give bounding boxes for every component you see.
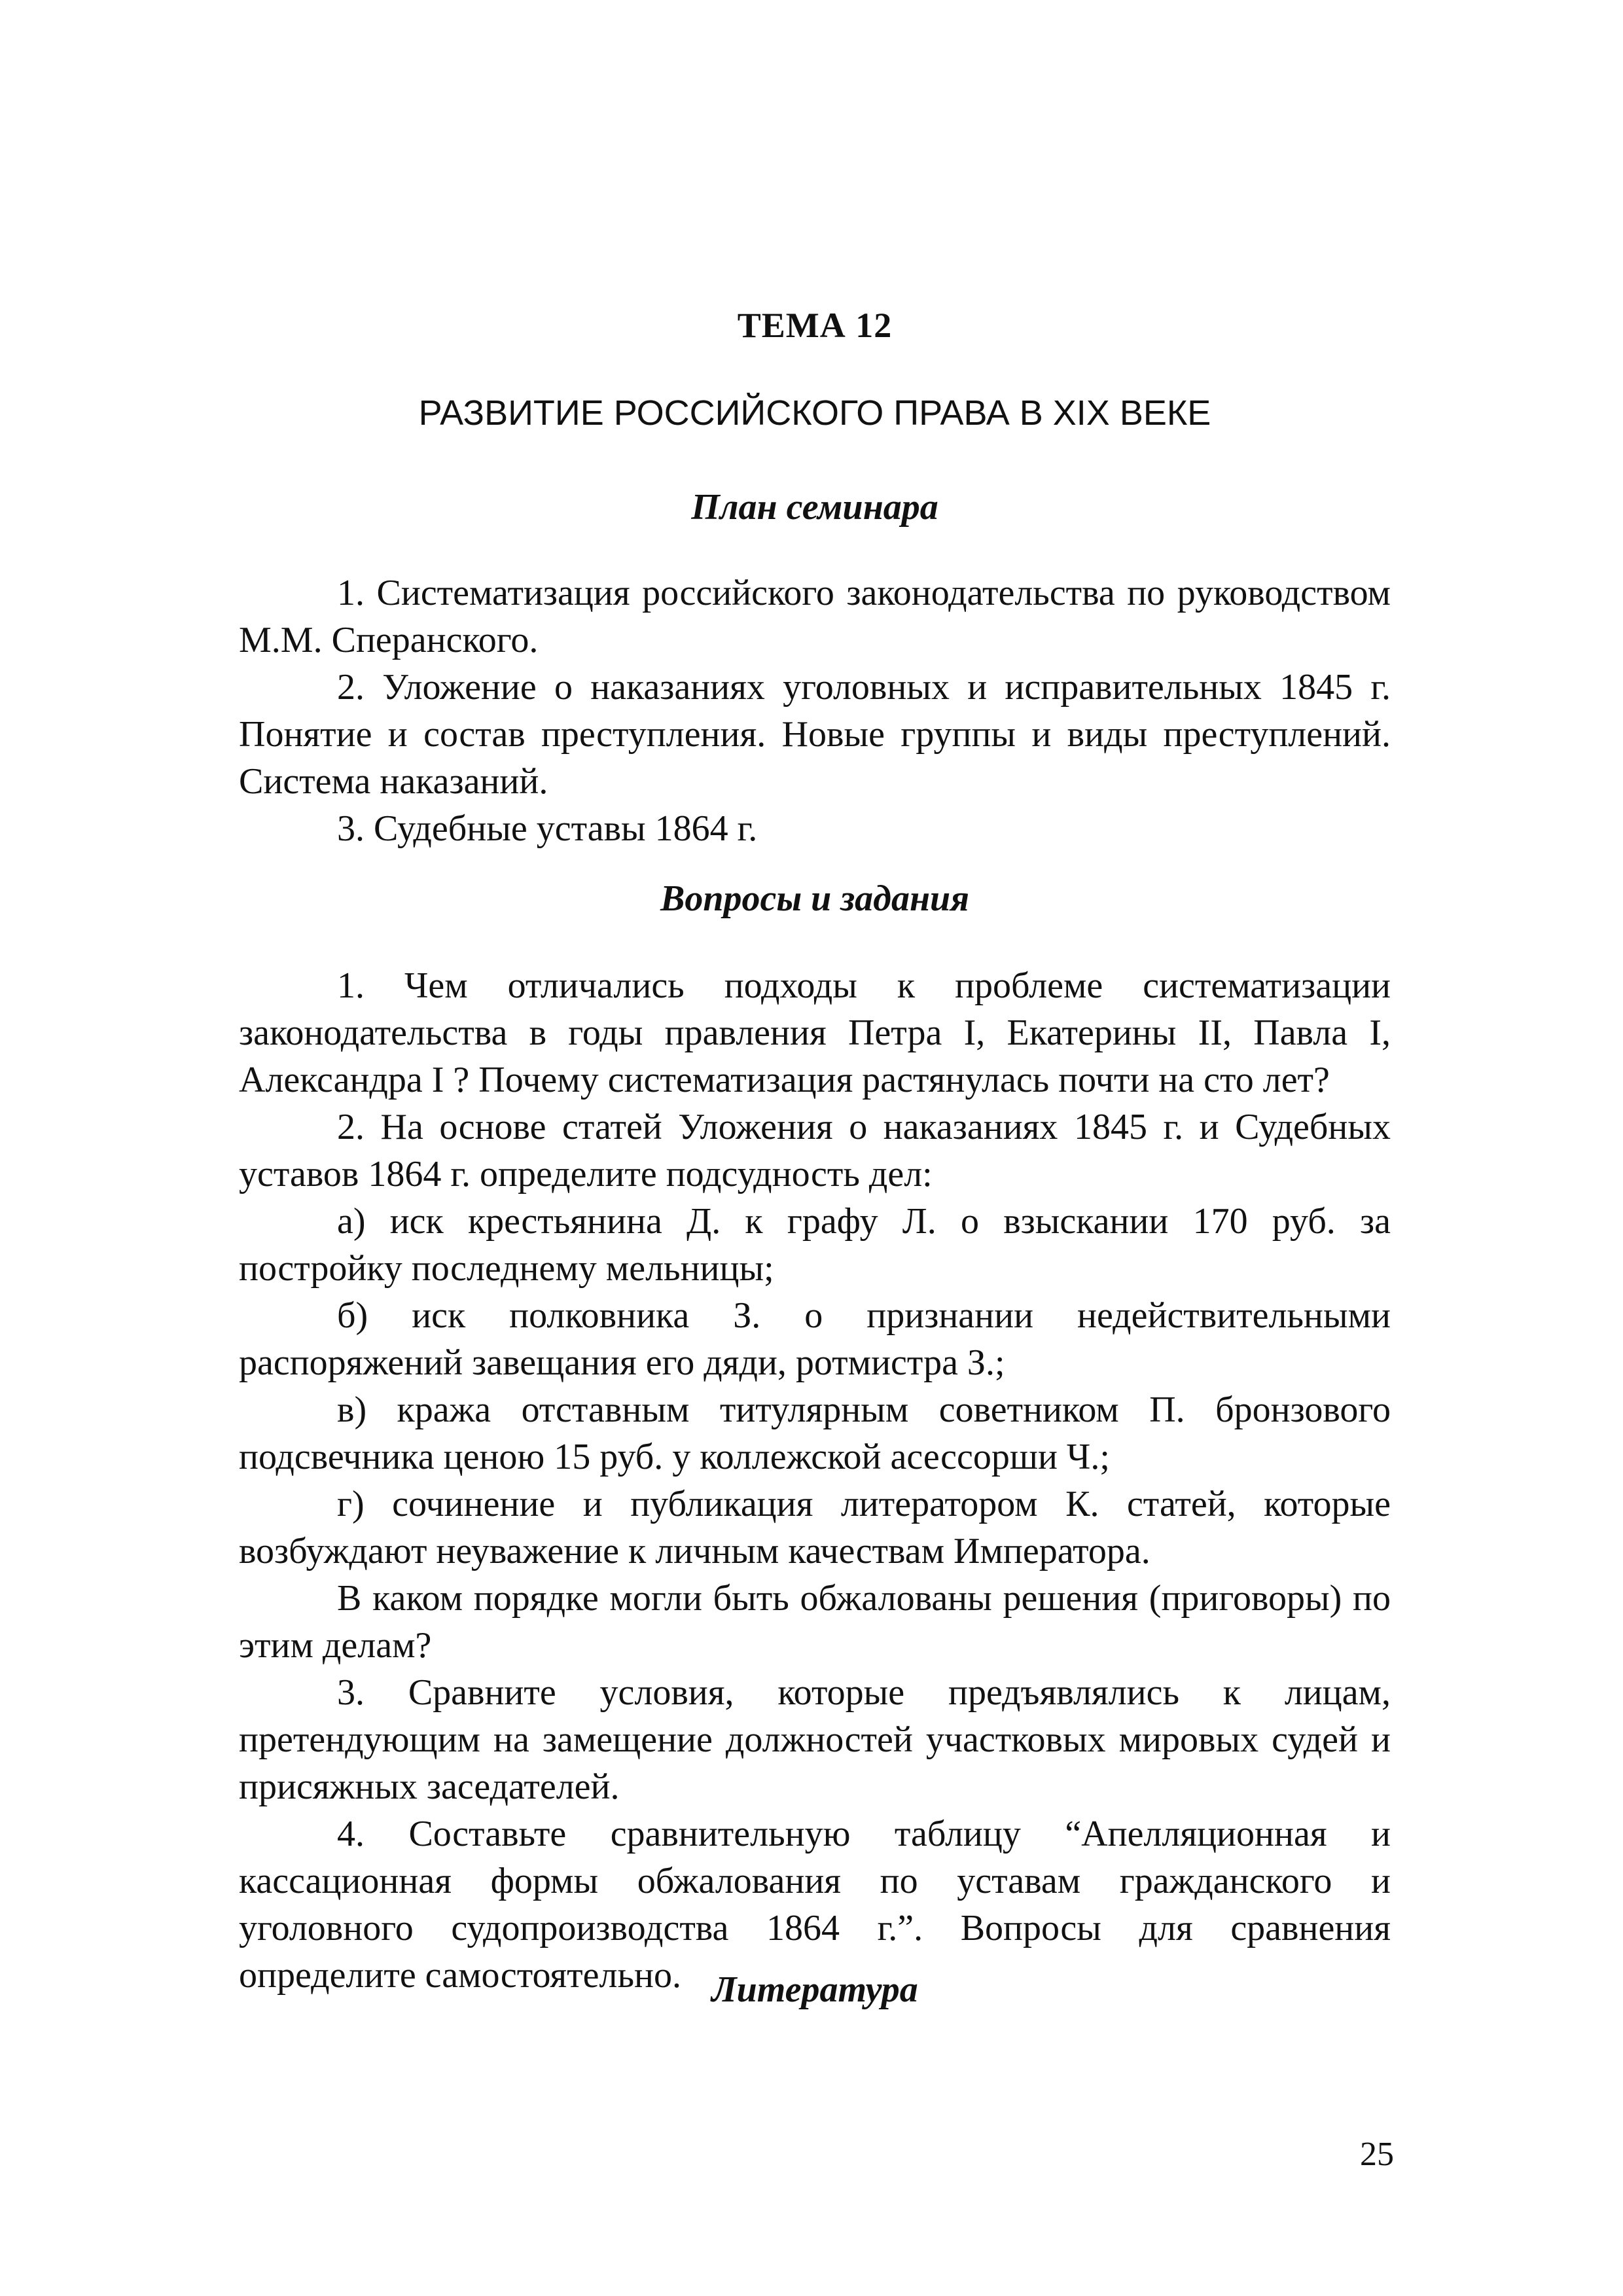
question-subitem: а) иск крестьянина Д. к графу Л. о взыскании 170 руб. за постройку последнему мельницы; (239, 1201, 1391, 1289)
seminar-plan-heading: План семинара (691, 487, 938, 528)
question-item: 2. На основе статей Уложения о наказаниях 1845 г. и Судебных уставов 1864 г. определите подсудность дел: (239, 1107, 1391, 1194)
question-item: 3. Сравните условия, которые предъявлялись к лицам, претендующим на замещение должностей участковых мировых судей и присяжных заседателей. (239, 1672, 1391, 1807)
question-item: 4. Составьте сравнительную таблицу “Апелляционная и кассационная формы обжалования по уставам гражданского и уголовного судопроизводства 1864 г.”. Вопросы для сравнения определите самостоятельно. (239, 1814, 1391, 1996)
plan-item: 1. Систематизация российского законодательства по руководством М.М. Сперанского. (239, 573, 1391, 660)
page-number: 25 (1360, 2136, 1394, 2173)
questions-heading: Вопросы и задания (660, 878, 970, 919)
plan-item: 2. Уложение о наказаниях уголовных и исправительных 1845 г. Понятие и состав преступления. Новые группы и виды преступлений. Система наказаний. (239, 667, 1391, 802)
topic-title: ТЕМА 12 (737, 306, 893, 345)
question-subitem: в) кража отставным титулярным советником П. бронзового подсвечника ценою 15 руб. у коллежской асессорши Ч.; (239, 1390, 1391, 1477)
question-item: 1. Чем отличались подходы к проблеме систематизации законодательства в годы правления Петра I, Екатерины II, Павла I, Александра I ? Почему систематизация растянулась почти на сто лет? (239, 965, 1391, 1100)
topic-subtitle: РАЗВИТИЕ РОССИЙСКОГО ПРАВА В XIX ВЕКЕ (418, 393, 1211, 433)
question-item: В каком порядке могли быть обжалованы решения (приговоры) по этим делам? (239, 1578, 1391, 1666)
plan-item: 3. Судебные уставы 1864 г. (337, 808, 758, 849)
literature-heading: Литература (711, 1969, 918, 2010)
seminar-plan-list (239, 569, 1391, 852)
question-subitem: б) иск полковника З. о признании недействительными распоряжений завещания его дяди, ротмистра З.; (239, 1295, 1391, 1383)
question-subitem: г) сочинение и публикация литератором К. статей, которые возбуждают неуважение к личным качествам Императора. (239, 1484, 1391, 1571)
questions-list (239, 962, 1391, 1999)
